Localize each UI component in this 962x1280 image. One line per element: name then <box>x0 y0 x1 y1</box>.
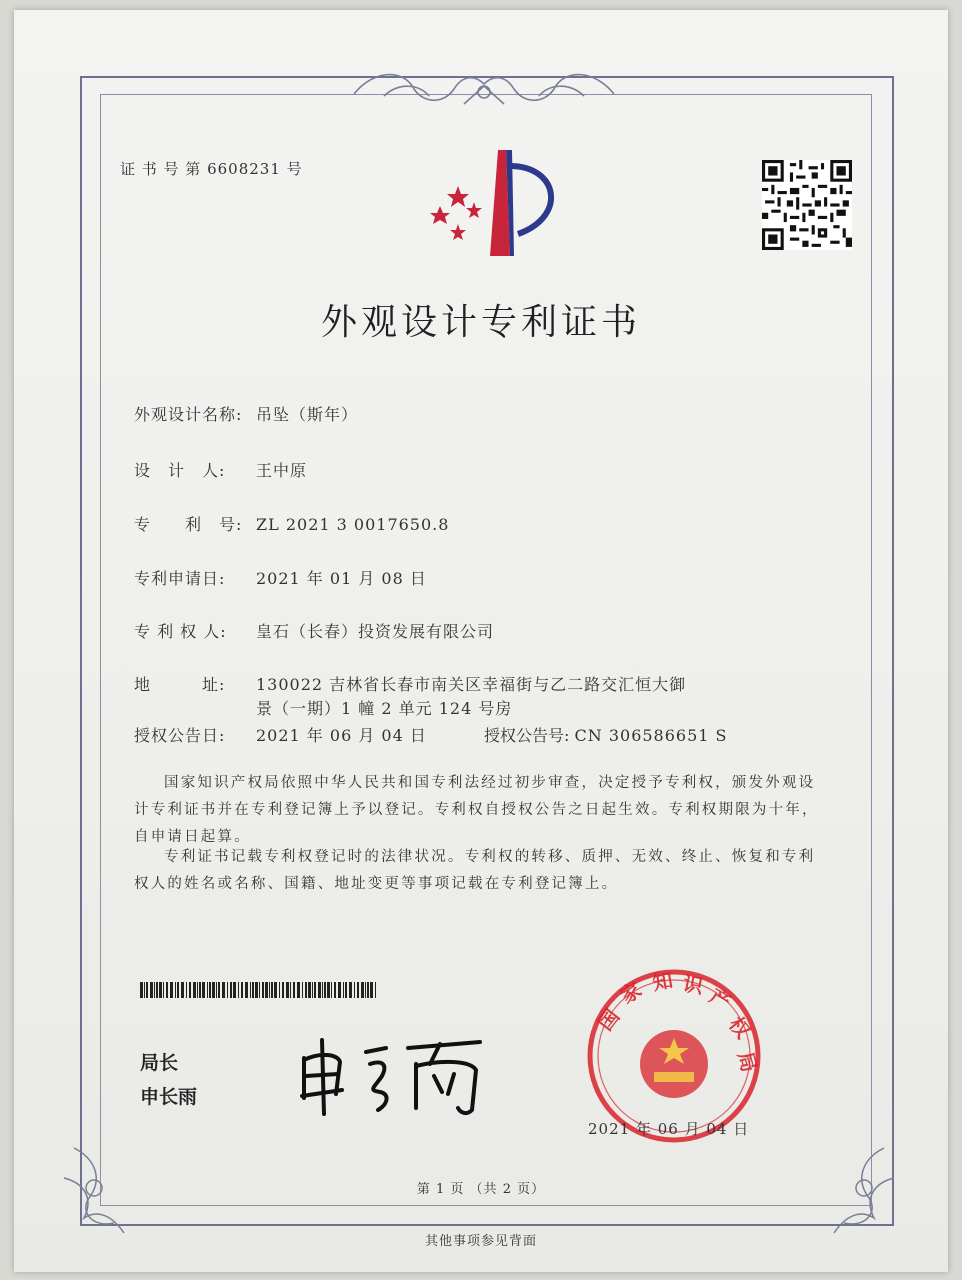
barcode-bar <box>308 982 311 998</box>
barcode-bar <box>269 982 270 998</box>
filing-date-label: 专利申请日: <box>134 569 226 588</box>
filing-date-value: 2021 年 01 月 08 日 <box>256 569 427 588</box>
svg-text:识: 识 <box>681 971 705 999</box>
designer-label: 设 计 人: <box>134 461 226 480</box>
barcode-bar <box>150 982 153 998</box>
barcode-bar <box>140 982 143 998</box>
certificate-title: 外观设计专利证书 <box>320 302 641 343</box>
barcode-bar <box>370 982 373 998</box>
barcode-bar <box>302 982 303 998</box>
barcode-bar <box>271 982 273 998</box>
barcode-bar <box>175 982 176 998</box>
barcode-bar <box>207 982 208 998</box>
address-line-2: 景（一期）1 幢 2 单元 124 号房 <box>256 699 513 718</box>
barcode-bar <box>345 982 347 998</box>
designer-value: 王中原 <box>256 461 308 480</box>
footer-note: 其他事项参见背面 <box>424 1234 537 1249</box>
svg-text:产: 产 <box>705 983 735 1015</box>
barcode-bar <box>227 982 228 998</box>
barcode-bar <box>279 982 280 998</box>
barcode-bar <box>166 982 168 998</box>
page-number: 第 1 页 （共 2 页） <box>416 1182 546 1197</box>
grant-date-label: 授权公告日: <box>134 726 226 745</box>
barcode-bar <box>293 982 295 998</box>
barcode-bar <box>274 982 277 998</box>
barcode-bar <box>318 982 321 998</box>
barcode-bar <box>163 982 164 998</box>
barcode-bar <box>282 982 284 998</box>
barcode-bar <box>375 982 376 998</box>
barcode-bar <box>218 982 220 998</box>
signature-name: 申长雨 <box>140 1086 198 1108</box>
grant-number-value: CN 306586651 S <box>574 726 728 745</box>
filing-date-row <box>134 566 427 589</box>
certificate-page <box>14 10 948 1272</box>
patent-number-value: ZL 2021 3 0017650.8 <box>256 515 450 534</box>
grant-date-value: 2021 年 06 月 04 日 <box>256 726 427 745</box>
grant-number-row <box>484 723 728 746</box>
barcode-bar <box>334 982 336 998</box>
barcode-bar <box>212 982 215 998</box>
patent-number-row <box>134 512 449 535</box>
barcode-bar <box>252 982 254 998</box>
barcode-bar <box>327 982 330 998</box>
barcode-bar <box>331 982 332 998</box>
barcode-bar <box>338 982 341 998</box>
designer-row <box>134 458 307 481</box>
design-name-row <box>134 402 358 425</box>
grant-date-row <box>134 723 427 746</box>
barcode-bar <box>193 982 196 998</box>
barcode-bar <box>202 982 205 998</box>
barcode-bar <box>230 982 232 998</box>
barcode-bar <box>154 982 155 998</box>
patentee-row <box>134 619 494 642</box>
barcode-bar <box>250 982 251 998</box>
barcode-icon <box>140 982 380 998</box>
barcode-bar <box>265 982 268 998</box>
paragraph-grant-statement: 国家知识产权局依照中华人民共和国专利法经过初步审查，决定授予专利权，颁发外观设计专利证书并在专利登记簿上予以登记。专利权自授权公告之日起生效。专利权期限为十年，自申请日起算。 <box>134 775 819 845</box>
signature-role: 局长 <box>140 1052 179 1074</box>
barcode-bar <box>144 982 145 998</box>
barcode-bar <box>170 982 173 998</box>
patentee-value: 皇石（长春）投资发展有限公司 <box>256 622 495 641</box>
barcode-bar <box>349 982 352 998</box>
certificate-number: 证 书 号 第 6608231 号 <box>120 160 303 178</box>
barcode-bar <box>146 982 148 998</box>
barcode-bar <box>354 982 355 998</box>
barcode-bar <box>361 982 364 998</box>
barcode-bar <box>357 982 359 998</box>
barcode-bar <box>322 982 323 998</box>
barcode-bar <box>199 982 201 998</box>
barcode-bar <box>259 982 260 998</box>
barcode-bar <box>324 982 326 998</box>
top-ornament-icon <box>344 64 624 114</box>
barcode-bar <box>367 982 369 998</box>
svg-text:家: 家 <box>615 977 646 1009</box>
design-name-value: 吊坠（斯年） <box>256 405 359 424</box>
patent-number-label: 专 利 号: <box>134 515 243 534</box>
barcode-bar <box>290 982 291 998</box>
svg-text:局: 局 <box>733 1049 762 1075</box>
barcode-bar <box>197 982 198 998</box>
grant-number-label: 授权公告号: <box>484 726 570 745</box>
address-line-1: 130022 吉林省长春市南关区幸福街与乙二路交汇恒大御 <box>256 675 687 694</box>
svg-text:国: 国 <box>593 1004 625 1036</box>
barcode-bar <box>365 982 366 998</box>
barcode-bar <box>305 982 307 998</box>
paragraph-legal-status: 专利证书记载专利权登记时的法律状况。专利权的转移、质押、无效、终止、恢复和专利权人的姓名或名称、国籍、地址变更等事项记载在专利登记簿上。 <box>134 849 816 892</box>
barcode-bar <box>245 982 248 998</box>
barcode-bar <box>186 982 187 998</box>
barcode-bar <box>156 982 158 998</box>
barcode-bar <box>222 982 225 998</box>
barcode-bar <box>181 982 184 998</box>
barcode-bar <box>209 982 211 998</box>
barcode-bar <box>314 982 316 998</box>
address-row <box>134 672 686 695</box>
handwritten-signature <box>290 1030 500 1120</box>
barcode-bar <box>233 982 236 998</box>
qr-code-icon <box>762 160 852 250</box>
barcode-bar <box>297 982 300 998</box>
barcode-bar <box>312 982 313 998</box>
barcode-bar <box>286 982 289 998</box>
barcode-bar <box>241 982 243 998</box>
patentee-label: 专 利 权 人: <box>134 622 227 641</box>
seal-date: 2021 年 06 月 04 日 <box>588 1120 750 1138</box>
barcode-bar <box>255 982 258 998</box>
barcode-bar <box>343 982 344 998</box>
design-name-label: 外观设计名称: <box>134 405 243 424</box>
barcode-bar <box>262 982 264 998</box>
barcode-bar <box>238 982 239 998</box>
barcode-bar <box>159 982 162 998</box>
svg-text:权: 权 <box>724 1012 756 1043</box>
address-label: 地 址: <box>134 675 226 694</box>
barcode-bar <box>177 982 179 998</box>
svg-text:知: 知 <box>650 967 675 995</box>
barcode-bar <box>216 982 217 998</box>
cnipa-emblem-icon <box>418 146 568 266</box>
barcode-bar <box>189 982 191 998</box>
